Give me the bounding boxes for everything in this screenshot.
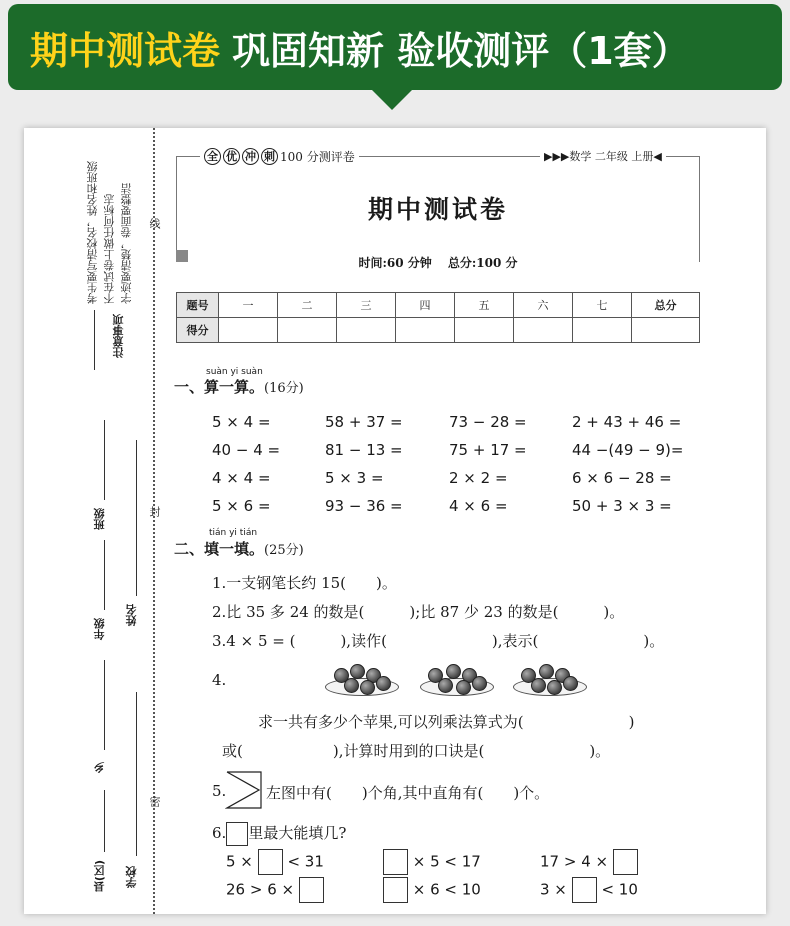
section2-points: (25分) bbox=[264, 543, 304, 558]
score-cell[interactable] bbox=[455, 318, 514, 343]
score-cell[interactable] bbox=[396, 318, 455, 343]
time-bar bbox=[176, 254, 700, 271]
question-4-text-1: 求一共有多少个苹果,可以列乘法算式为( ) bbox=[258, 713, 635, 731]
answer-box[interactable] bbox=[613, 849, 638, 875]
score-cell[interactable] bbox=[219, 318, 278, 343]
answer-box[interactable] bbox=[299, 877, 324, 903]
calc-problem: 50 + 3 × 3 = bbox=[572, 497, 672, 515]
score-header: 五 bbox=[455, 293, 514, 318]
score-header: 题号 bbox=[177, 293, 219, 318]
score-header: 总分 bbox=[632, 293, 700, 318]
apple-icon bbox=[539, 664, 554, 679]
calc-problem: 5 × 4 = bbox=[212, 413, 271, 431]
class-label: 班级 bbox=[93, 508, 106, 530]
inequality-item: 26 > 6 × bbox=[226, 877, 324, 903]
calc-problem: 2 × 2 = bbox=[449, 469, 508, 487]
notice-label: 注意事项 bbox=[112, 314, 125, 358]
calc-problem: 40 − 4 = bbox=[212, 441, 281, 459]
section2-heading: 二、填一填。 bbox=[174, 540, 265, 558]
county-line bbox=[104, 790, 105, 852]
score-cell[interactable] bbox=[278, 318, 337, 343]
question-5-text: 左图中有( )个角,其中直角有( )个。 bbox=[266, 784, 550, 802]
question-3: 3.4 × 5 = ( ),读作( ),表示( )。 bbox=[212, 632, 665, 650]
score-cell[interactable] bbox=[514, 318, 573, 343]
apple-icon bbox=[472, 676, 487, 691]
answer-box[interactable] bbox=[572, 877, 597, 903]
score-cell[interactable] bbox=[632, 318, 700, 343]
question-6-text: 里最大能填几? bbox=[248, 824, 347, 842]
name-line bbox=[136, 440, 137, 596]
time-limit: 时间:60 分钟 bbox=[351, 256, 440, 270]
score-cell[interactable] bbox=[573, 318, 632, 343]
score-row-label: 得分 bbox=[177, 318, 219, 343]
apple-icon bbox=[547, 680, 562, 695]
total-score: 总分:100 分 bbox=[440, 256, 526, 270]
seal-word-xian: 线 bbox=[148, 218, 161, 229]
name-label: 姓名 bbox=[125, 604, 138, 626]
banner-pointer bbox=[370, 88, 414, 110]
score-header: 一 bbox=[219, 293, 278, 318]
score-table bbox=[176, 292, 700, 343]
calc-problem: 93 − 36 = bbox=[325, 497, 403, 515]
answer-box[interactable] bbox=[226, 822, 248, 846]
calc-problem: 44 −(49 − 9)= bbox=[572, 441, 684, 459]
score-header: 三 bbox=[337, 293, 396, 318]
section2-title bbox=[174, 538, 304, 559]
calc-problem: 5 × 6 = bbox=[212, 497, 271, 515]
section1-title bbox=[174, 376, 304, 397]
question-4-text-2: 或( ),计算时用到的口诀是( )。 bbox=[222, 742, 611, 760]
calc-problem: 4 × 6 = bbox=[449, 497, 508, 515]
calc-problem: 81 − 13 = bbox=[325, 441, 403, 459]
calc-problem: 4 × 4 = bbox=[212, 469, 271, 487]
brand-char: 全 bbox=[204, 148, 221, 165]
school-label: 学校 bbox=[125, 866, 138, 888]
apple-icon bbox=[563, 676, 578, 691]
grade-label: 年级 bbox=[93, 618, 106, 640]
score-row bbox=[177, 318, 700, 343]
seal-word-mi: 密 bbox=[148, 796, 161, 807]
calc-problem: 6 × 6 − 28 = bbox=[572, 469, 672, 487]
banner-title bbox=[30, 20, 690, 75]
notice-text bbox=[84, 148, 135, 304]
inequality-item: 5 × < 31 bbox=[226, 849, 324, 875]
apple-icon bbox=[446, 664, 461, 679]
banner-title-highlight: 期中测试卷 bbox=[30, 29, 221, 73]
apple-icon bbox=[531, 678, 546, 693]
exam-title: 期中测试卷 bbox=[367, 195, 508, 224]
calc-problem: 58 + 37 = bbox=[325, 413, 403, 431]
notice-line: 字迹要清楚，卷面要整洁 bbox=[120, 183, 133, 304]
seal-word-feng: 封 bbox=[148, 506, 161, 517]
brand-char: 冲 bbox=[242, 148, 259, 165]
angle-figure-icon bbox=[225, 770, 263, 810]
calc-problem: 75 + 17 = bbox=[449, 441, 527, 459]
inequality-item: 17 > 4 × bbox=[540, 849, 638, 875]
inequality-item: 3 × < 10 bbox=[540, 877, 638, 903]
notice-line: 不在试卷上做任何标志 bbox=[103, 194, 116, 304]
apple-icon bbox=[376, 676, 391, 691]
township-line bbox=[104, 660, 105, 750]
class-line bbox=[104, 420, 105, 500]
brand-char: 刺 bbox=[261, 148, 278, 165]
score-header: 七 bbox=[573, 293, 632, 318]
section1-pinyin: suàn yi suàn bbox=[206, 367, 263, 377]
question-4-label: 4. bbox=[212, 671, 227, 689]
calc-problem: 73 − 28 = bbox=[449, 413, 527, 431]
question-2: 2.比 35 多 24 的数是( );比 87 少 23 的数是( )。 bbox=[212, 603, 625, 621]
answer-box[interactable] bbox=[383, 849, 408, 875]
apple-icon bbox=[350, 664, 365, 679]
apple-icon bbox=[344, 678, 359, 693]
subject-label: ▶▶▶数学 二年级 上册◀ bbox=[540, 148, 666, 164]
question-6-label: 6. bbox=[212, 824, 227, 842]
score-header: 二 bbox=[278, 293, 337, 318]
inequality-item: × 6 < 10 bbox=[383, 877, 481, 903]
score-cell[interactable] bbox=[337, 318, 396, 343]
score-header: 四 bbox=[396, 293, 455, 318]
section1-points: (16分) bbox=[264, 381, 304, 396]
school-line bbox=[136, 692, 137, 856]
score-header-row bbox=[177, 293, 700, 318]
calc-problem: 2 + 43 + 46 = bbox=[572, 413, 682, 431]
county-label: 县(区) bbox=[93, 860, 106, 893]
question-6 bbox=[212, 822, 346, 846]
score-header: 六 bbox=[514, 293, 573, 318]
apple-icon bbox=[438, 678, 453, 693]
calc-problem: 5 × 3 = bbox=[325, 469, 384, 487]
brand bbox=[200, 148, 359, 165]
apple-icon bbox=[360, 680, 375, 695]
notice-line: 考生要写清校名，姓名和班级 bbox=[86, 161, 99, 304]
answer-box[interactable] bbox=[383, 877, 408, 903]
question-5-label: 5. bbox=[212, 782, 227, 800]
township-label: 乡 bbox=[93, 762, 106, 773]
apple-icon bbox=[456, 680, 471, 695]
answer-box[interactable] bbox=[258, 849, 283, 875]
brand-char: 优 bbox=[223, 148, 240, 165]
section1-heading: 一、算一算。 bbox=[174, 378, 265, 396]
brand-suffix: 100 分测评卷 bbox=[280, 150, 355, 164]
banner-title-rest: 巩固知新 验收测评（1套） bbox=[232, 29, 690, 73]
grade-line bbox=[104, 540, 105, 610]
question-1: 1.一支钢笔长约 15( )。 bbox=[212, 574, 397, 592]
section2-pinyin: tián yi tián bbox=[209, 528, 258, 538]
inequality-item: × 5 < 17 bbox=[383, 849, 481, 875]
